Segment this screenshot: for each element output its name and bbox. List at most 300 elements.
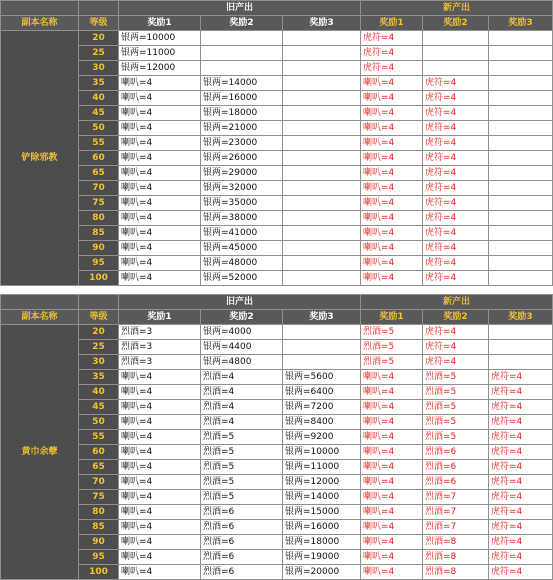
level-cell: 85 xyxy=(79,226,119,241)
level-cell: 80 xyxy=(79,505,119,520)
old-output-group-header: 旧产出 xyxy=(119,1,361,16)
table-row xyxy=(1,226,553,241)
new-reward-cell: 喇叭=4 xyxy=(361,370,423,385)
level-cell: 75 xyxy=(79,196,119,211)
old-reward-cell: 烈酒=6 xyxy=(201,520,283,535)
new-reward-cell xyxy=(489,46,553,61)
new-reward-cell: 虎符=4 xyxy=(423,355,489,370)
new-reward-cell: 虎符=4 xyxy=(423,181,489,196)
old-reward-cell: 烈酒=6 xyxy=(201,535,283,550)
new-reward-cell: 虎符=4 xyxy=(423,91,489,106)
header-blank-cell xyxy=(79,1,119,16)
level-cell: 40 xyxy=(79,91,119,106)
table-row xyxy=(1,490,553,505)
new-reward-cell: 喇叭=4 xyxy=(361,196,423,211)
new-reward-cell xyxy=(489,106,553,121)
level-cell: 80 xyxy=(79,211,119,226)
table-row xyxy=(1,241,553,256)
old-reward-cell: 银两=20000 xyxy=(283,565,361,580)
header-column-row xyxy=(1,16,553,31)
new-reward-cell: 喇叭=4 xyxy=(361,91,423,106)
table-row xyxy=(1,271,553,286)
old-reward-cell xyxy=(283,166,361,181)
new-reward-cell: 虎符=4 xyxy=(423,211,489,226)
old-reward-cell: 银两=32000 xyxy=(201,181,283,196)
new-reward-cell: 喇叭=4 xyxy=(361,535,423,550)
level-cell: 100 xyxy=(79,271,119,286)
old-reward-cell xyxy=(283,76,361,91)
old-reward-cell: 喇叭=4 xyxy=(119,271,201,286)
old-reward-cell: 银两=18000 xyxy=(201,106,283,121)
new-reward-cell xyxy=(489,325,553,340)
new-reward-cell: 喇叭=4 xyxy=(361,550,423,565)
table-row xyxy=(1,76,553,91)
new-reward-cell: 烈酒=7 xyxy=(423,490,489,505)
new-reward-cell: 虎符=4 xyxy=(489,460,553,475)
header-blank-cell xyxy=(1,1,79,16)
table-row xyxy=(1,415,553,430)
old-reward-cell xyxy=(283,226,361,241)
level-cell: 55 xyxy=(79,136,119,151)
table-row xyxy=(1,211,553,226)
old-reward-cell: 银两=45000 xyxy=(201,241,283,256)
new-reward-cell: 喇叭=4 xyxy=(361,565,423,580)
new-reward-cell: 虎符=4 xyxy=(423,241,489,256)
table-row xyxy=(1,151,553,166)
header-group-row xyxy=(1,295,553,310)
new-reward-cell: 喇叭=4 xyxy=(361,490,423,505)
old-reward-cell: 银两=4000 xyxy=(201,325,283,340)
new-reward-cell xyxy=(489,151,553,166)
old-reward-cell: 银两=12000 xyxy=(119,61,201,76)
new-reward-cell xyxy=(423,46,489,61)
level-cell: 45 xyxy=(79,106,119,121)
old-reward-cell: 喇叭=4 xyxy=(119,256,201,271)
new-reward-cell xyxy=(423,31,489,46)
old-reward-header: 奖励2 xyxy=(201,16,283,31)
table-row xyxy=(1,430,553,445)
header-group-row xyxy=(1,1,553,16)
old-reward-cell xyxy=(283,106,361,121)
new-reward-header: 奖励1 xyxy=(361,310,423,325)
new-reward-cell: 烈酒=7 xyxy=(423,520,489,535)
old-reward-cell: 喇叭=4 xyxy=(119,136,201,151)
table-row xyxy=(1,91,553,106)
new-reward-cell: 虎符=4 xyxy=(489,400,553,415)
old-reward-cell: 银两=6400 xyxy=(283,385,361,400)
new-reward-cell: 烈酒=8 xyxy=(423,535,489,550)
old-reward-cell: 烈酒=6 xyxy=(201,505,283,520)
level-cell: 20 xyxy=(79,325,119,340)
level-cell: 90 xyxy=(79,535,119,550)
table-row xyxy=(1,136,553,151)
old-reward-cell: 银两=16000 xyxy=(283,520,361,535)
new-reward-cell: 喇叭=4 xyxy=(361,211,423,226)
new-reward-cell: 虎符=4 xyxy=(489,370,553,385)
old-reward-cell: 银两=9200 xyxy=(283,430,361,445)
level-cell: 45 xyxy=(79,400,119,415)
old-reward-header: 奖励2 xyxy=(201,310,283,325)
table-row xyxy=(1,340,553,355)
old-reward-cell: 喇叭=4 xyxy=(119,520,201,535)
dungeon-name-header: 副本名称 xyxy=(1,16,79,31)
new-reward-cell: 虎符=4 xyxy=(489,565,553,580)
level-cell: 40 xyxy=(79,385,119,400)
level-cell: 95 xyxy=(79,256,119,271)
new-reward-cell: 虎符=4 xyxy=(423,166,489,181)
new-reward-cell: 烈酒=5 xyxy=(423,430,489,445)
old-reward-cell: 喇叭=4 xyxy=(119,370,201,385)
old-reward-cell: 喇叭=4 xyxy=(119,91,201,106)
table-row xyxy=(1,325,553,340)
old-reward-cell: 喇叭=4 xyxy=(119,76,201,91)
new-reward-cell: 虎符=4 xyxy=(489,415,553,430)
old-reward-cell xyxy=(201,31,283,46)
old-reward-cell: 喇叭=4 xyxy=(119,505,201,520)
level-cell: 70 xyxy=(79,475,119,490)
new-reward-cell: 喇叭=4 xyxy=(361,400,423,415)
old-reward-cell: 银两=10000 xyxy=(283,445,361,460)
old-reward-cell: 烈酒=6 xyxy=(201,550,283,565)
new-reward-cell: 喇叭=4 xyxy=(361,136,423,151)
old-reward-cell xyxy=(283,61,361,76)
new-reward-cell: 虎符=4 xyxy=(423,271,489,286)
level-cell: 65 xyxy=(79,460,119,475)
new-reward-cell: 烈酒=5 xyxy=(361,355,423,370)
new-reward-cell xyxy=(489,181,553,196)
old-reward-cell: 银两=4400 xyxy=(201,340,283,355)
new-reward-cell: 烈酒=5 xyxy=(361,325,423,340)
old-reward-cell: 烈酒=4 xyxy=(201,385,283,400)
header-blank-cell xyxy=(79,295,119,310)
new-reward-cell: 喇叭=4 xyxy=(361,106,423,121)
new-reward-cell: 喇叭=4 xyxy=(361,520,423,535)
new-reward-cell: 烈酒=5 xyxy=(423,415,489,430)
old-reward-cell xyxy=(283,46,361,61)
table-row xyxy=(1,565,553,580)
new-reward-cell: 喇叭=4 xyxy=(361,151,423,166)
old-reward-cell: 银两=19000 xyxy=(283,550,361,565)
new-reward-cell xyxy=(489,340,553,355)
old-reward-cell: 喇叭=4 xyxy=(119,415,201,430)
new-reward-cell: 虎符=4 xyxy=(423,196,489,211)
table-row xyxy=(1,46,553,61)
old-reward-cell: 喇叭=4 xyxy=(119,241,201,256)
new-reward-cell: 烈酒=6 xyxy=(423,445,489,460)
new-reward-cell: 喇叭=4 xyxy=(361,181,423,196)
old-reward-cell: 喇叭=4 xyxy=(119,430,201,445)
old-reward-cell xyxy=(283,151,361,166)
level-cell: 25 xyxy=(79,46,119,61)
new-reward-cell: 烈酒=8 xyxy=(423,565,489,580)
level-cell: 60 xyxy=(79,445,119,460)
dungeon-name-header: 副本名称 xyxy=(1,310,79,325)
old-reward-cell: 喇叭=4 xyxy=(119,181,201,196)
table-row xyxy=(1,166,553,181)
old-reward-cell xyxy=(283,31,361,46)
level-cell: 25 xyxy=(79,340,119,355)
old-reward-cell: 银两=7200 xyxy=(283,400,361,415)
new-reward-header: 奖励3 xyxy=(489,310,553,325)
level-cell: 90 xyxy=(79,241,119,256)
old-reward-cell: 烈酒=5 xyxy=(201,445,283,460)
new-reward-cell: 虎符=4 xyxy=(423,136,489,151)
table-row xyxy=(1,31,553,46)
table-row xyxy=(1,256,553,271)
old-reward-cell xyxy=(283,211,361,226)
new-reward-cell xyxy=(489,256,553,271)
table-row xyxy=(1,445,553,460)
new-reward-cell: 虎符=4 xyxy=(489,445,553,460)
old-reward-cell: 银两=38000 xyxy=(201,211,283,226)
old-reward-cell: 喇叭=4 xyxy=(119,490,201,505)
old-reward-cell: 银两=4800 xyxy=(201,355,283,370)
old-reward-cell: 银两=8400 xyxy=(283,415,361,430)
new-reward-cell xyxy=(489,196,553,211)
old-reward-cell xyxy=(283,340,361,355)
new-reward-cell: 烈酒=5 xyxy=(361,340,423,355)
table-row xyxy=(1,535,553,550)
new-reward-cell: 喇叭=4 xyxy=(361,460,423,475)
new-reward-cell: 虎符=4 xyxy=(489,385,553,400)
new-reward-header: 奖励1 xyxy=(361,16,423,31)
level-cell: 100 xyxy=(79,565,119,580)
table-row xyxy=(1,355,553,370)
level-cell: 60 xyxy=(79,151,119,166)
table-row xyxy=(1,106,553,121)
new-reward-cell xyxy=(489,76,553,91)
new-reward-cell: 虎符=4 xyxy=(423,256,489,271)
level-cell: 35 xyxy=(79,76,119,91)
table-row xyxy=(1,61,553,76)
old-reward-cell: 银两=29000 xyxy=(201,166,283,181)
level-cell: 50 xyxy=(79,415,119,430)
old-reward-cell xyxy=(201,61,283,76)
new-reward-cell: 虎符=4 xyxy=(361,61,423,76)
old-reward-cell: 喇叭=4 xyxy=(119,226,201,241)
old-reward-cell xyxy=(283,325,361,340)
old-reward-cell: 银两=14000 xyxy=(283,490,361,505)
old-reward-cell: 喇叭=4 xyxy=(119,565,201,580)
old-reward-cell: 银两=14000 xyxy=(201,76,283,91)
old-reward-cell: 银两=26000 xyxy=(201,151,283,166)
new-reward-cell: 烈酒=6 xyxy=(423,460,489,475)
old-reward-cell xyxy=(283,355,361,370)
new-reward-cell: 烈酒=8 xyxy=(423,550,489,565)
old-reward-cell xyxy=(283,91,361,106)
old-reward-cell xyxy=(201,46,283,61)
new-reward-cell: 虎符=4 xyxy=(489,550,553,565)
old-reward-cell xyxy=(283,241,361,256)
old-reward-header: 奖励1 xyxy=(119,310,201,325)
new-reward-cell: 虎符=4 xyxy=(361,31,423,46)
old-reward-header: 奖励1 xyxy=(119,16,201,31)
new-reward-cell xyxy=(489,166,553,181)
old-reward-cell: 银两=23000 xyxy=(201,136,283,151)
old-output-group-header: 旧产出 xyxy=(119,295,361,310)
old-reward-cell: 烈酒=3 xyxy=(119,340,201,355)
old-reward-cell: 喇叭=4 xyxy=(119,385,201,400)
new-reward-header: 奖励2 xyxy=(423,310,489,325)
new-reward-cell: 烈酒=6 xyxy=(423,475,489,490)
old-reward-cell: 银两=35000 xyxy=(201,196,283,211)
level-cell: 95 xyxy=(79,550,119,565)
old-reward-cell xyxy=(283,136,361,151)
old-reward-cell: 喇叭=4 xyxy=(119,400,201,415)
new-reward-cell: 喇叭=4 xyxy=(361,445,423,460)
old-reward-cell: 喇叭=4 xyxy=(119,211,201,226)
new-reward-cell: 虎符=4 xyxy=(489,520,553,535)
old-reward-cell: 银两=11000 xyxy=(283,460,361,475)
level-cell: 65 xyxy=(79,166,119,181)
new-reward-cell xyxy=(489,226,553,241)
level-cell: 85 xyxy=(79,520,119,535)
new-output-group-header: 新产出 xyxy=(361,295,553,310)
old-reward-cell xyxy=(283,121,361,136)
level-cell: 30 xyxy=(79,355,119,370)
new-reward-cell: 喇叭=4 xyxy=(361,76,423,91)
new-reward-cell: 烈酒=5 xyxy=(423,385,489,400)
new-reward-cell: 喇叭=4 xyxy=(361,241,423,256)
new-reward-cell: 烈酒=5 xyxy=(423,370,489,385)
new-reward-cell xyxy=(489,136,553,151)
new-reward-cell xyxy=(489,271,553,286)
new-reward-cell: 喇叭=4 xyxy=(361,505,423,520)
level-header: 等级 xyxy=(79,16,119,31)
old-reward-cell: 烈酒=5 xyxy=(201,490,283,505)
old-reward-cell: 喇叭=4 xyxy=(119,445,201,460)
old-reward-cell: 烈酒=6 xyxy=(201,565,283,580)
old-reward-cell xyxy=(283,271,361,286)
new-reward-cell: 虎符=4 xyxy=(423,106,489,121)
new-reward-cell xyxy=(489,355,553,370)
new-reward-cell xyxy=(489,211,553,226)
new-reward-cell xyxy=(489,91,553,106)
new-reward-header: 奖励2 xyxy=(423,16,489,31)
old-reward-cell: 烈酒=3 xyxy=(119,355,201,370)
old-reward-cell: 银两=21000 xyxy=(201,121,283,136)
old-reward-cell: 烈酒=3 xyxy=(119,325,201,340)
new-reward-cell: 喇叭=4 xyxy=(361,271,423,286)
old-reward-cell: 喇叭=4 xyxy=(119,475,201,490)
old-reward-cell: 喇叭=4 xyxy=(119,106,201,121)
new-reward-cell: 烈酒=7 xyxy=(423,505,489,520)
table-row xyxy=(1,550,553,565)
old-reward-cell: 烈酒=5 xyxy=(201,460,283,475)
old-reward-header: 奖励3 xyxy=(283,16,361,31)
new-reward-cell: 虎符=4 xyxy=(423,226,489,241)
level-cell: 50 xyxy=(79,121,119,136)
new-reward-cell: 喇叭=4 xyxy=(361,226,423,241)
old-reward-cell: 银两=16000 xyxy=(201,91,283,106)
old-reward-cell: 喇叭=4 xyxy=(119,151,201,166)
new-reward-cell: 喇叭=4 xyxy=(361,385,423,400)
old-reward-cell: 银两=41000 xyxy=(201,226,283,241)
table-row xyxy=(1,400,553,415)
new-reward-cell: 虎符=4 xyxy=(489,535,553,550)
level-cell: 35 xyxy=(79,370,119,385)
level-cell: 55 xyxy=(79,430,119,445)
new-reward-header: 奖励3 xyxy=(489,16,553,31)
dungeon-name-cell: 黄巾余孽 xyxy=(1,325,79,580)
old-reward-cell: 银两=48000 xyxy=(201,256,283,271)
old-reward-cell xyxy=(283,196,361,211)
old-reward-cell xyxy=(283,181,361,196)
old-reward-cell: 喇叭=4 xyxy=(119,196,201,211)
old-reward-header: 奖励3 xyxy=(283,310,361,325)
level-cell: 75 xyxy=(79,490,119,505)
table-row xyxy=(1,505,553,520)
old-reward-cell: 喇叭=4 xyxy=(119,535,201,550)
new-reward-cell: 喇叭=4 xyxy=(361,256,423,271)
table-row xyxy=(1,181,553,196)
old-reward-cell: 烈酒=5 xyxy=(201,475,283,490)
new-reward-cell: 虎符=4 xyxy=(423,76,489,91)
new-reward-cell: 虎符=4 xyxy=(423,121,489,136)
new-reward-cell: 虎符=4 xyxy=(489,505,553,520)
old-reward-cell: 银两=10000 xyxy=(119,31,201,46)
level-cell: 70 xyxy=(79,181,119,196)
reward-table xyxy=(0,0,553,286)
old-reward-cell: 银两=18000 xyxy=(283,535,361,550)
new-reward-cell: 虎符=4 xyxy=(489,490,553,505)
table-row xyxy=(1,196,553,211)
old-reward-cell: 银两=5600 xyxy=(283,370,361,385)
new-reward-cell: 喇叭=4 xyxy=(361,166,423,181)
new-reward-cell xyxy=(489,241,553,256)
old-reward-cell: 银两=52000 xyxy=(201,271,283,286)
old-reward-cell: 烈酒=4 xyxy=(201,415,283,430)
level-header: 等级 xyxy=(79,310,119,325)
new-reward-cell: 虎符=4 xyxy=(423,151,489,166)
new-reward-cell xyxy=(489,61,553,76)
header-blank-cell xyxy=(1,295,79,310)
old-reward-cell: 烈酒=4 xyxy=(201,400,283,415)
new-reward-cell: 喇叭=4 xyxy=(361,121,423,136)
header-column-row xyxy=(1,310,553,325)
new-reward-cell: 烈酒=5 xyxy=(423,400,489,415)
old-reward-cell: 喇叭=4 xyxy=(119,166,201,181)
old-reward-cell: 喇叭=4 xyxy=(119,121,201,136)
old-reward-cell: 银两=15000 xyxy=(283,505,361,520)
new-reward-cell: 虎符=4 xyxy=(361,46,423,61)
new-reward-cell: 虎符=4 xyxy=(423,325,489,340)
table-row xyxy=(1,370,553,385)
level-cell: 20 xyxy=(79,31,119,46)
old-reward-cell xyxy=(283,256,361,271)
new-reward-cell: 喇叭=4 xyxy=(361,415,423,430)
table-row xyxy=(1,385,553,400)
new-reward-cell xyxy=(423,61,489,76)
old-reward-cell: 烈酒=5 xyxy=(201,430,283,445)
old-reward-cell: 银两=11000 xyxy=(119,46,201,61)
table-row xyxy=(1,520,553,535)
new-reward-cell: 喇叭=4 xyxy=(361,475,423,490)
old-reward-cell: 喇叭=4 xyxy=(119,460,201,475)
table-row xyxy=(1,475,553,490)
new-reward-cell xyxy=(489,31,553,46)
new-output-group-header: 新产出 xyxy=(361,1,553,16)
new-reward-cell: 虎符=4 xyxy=(489,475,553,490)
table-row xyxy=(1,460,553,475)
level-cell: 30 xyxy=(79,61,119,76)
old-reward-cell: 喇叭=4 xyxy=(119,550,201,565)
new-reward-cell: 虎符=4 xyxy=(423,340,489,355)
reward-table xyxy=(0,294,553,580)
new-reward-cell xyxy=(489,121,553,136)
old-reward-cell: 银两=12000 xyxy=(283,475,361,490)
old-reward-cell: 烈酒=4 xyxy=(201,370,283,385)
